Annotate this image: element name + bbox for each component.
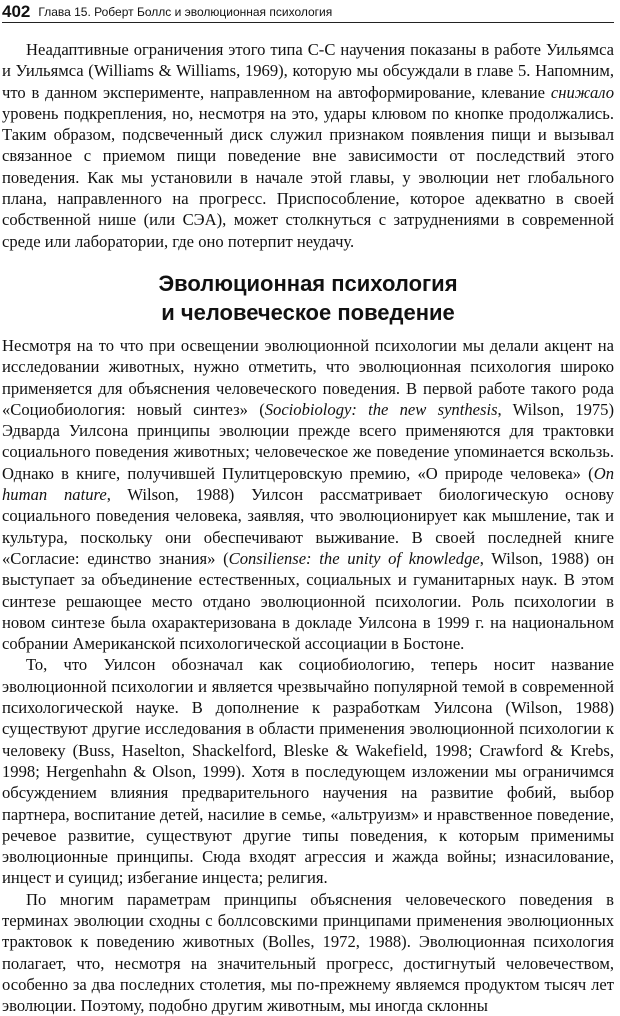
paragraph-1 xyxy=(2,39,614,252)
section-heading xyxy=(2,269,614,327)
paragraph-2-emphasis-1: Sociobiology: the new synthesis xyxy=(264,399,498,419)
paragraph-2-text-d: , Wilson, 1988) он выступает за объединение естественных, социальных и гуманитарных наук. В этом синтезе решающее место отдано эволюционной психологии. Роль психологии в новом синтезе была охарактеризована в докладе Уилсона в 1999 г. на национальном собрании Американской психологической ассоциации в Бостоне. xyxy=(2,548,615,654)
paragraph-2-emphasis-2: On human nature xyxy=(2,463,614,505)
running-header xyxy=(2,0,614,23)
paragraph-1-text-b: уровень подкрепления, но, несмотря на это, удары клювом по кнопке продолжались. Таким образом, подсвеченный диск служил признаком появления пищи и вызывал связанное с приемом пищи поведение вне зависимости от последствий этого поведения. Как мы установили в начале этой главы, у эволюции нет глобального плана, направленного на прогресс. Приспособление, которое адекватно в своей собственной нише (или СЭА), может столкнуться с затруднениями в современной среде или лаборатории, где оно потерпит неудачу. xyxy=(2,103,614,251)
paragraph-2 xyxy=(2,335,614,654)
paragraph-3: То, что Уилсон обозначал как социобиологию, теперь носит название эволюционной психологии и является чрезвычайно популярной темой в современной психологической науке. В дополнение к разработкам Уилсона (Wilson, 1988) существуют другие исследования в области применения эволюционной психологии к человеку (Buss, Haselton, Shackelford, Bleske & Wakefield, 1998; Crawford & Krebs, 1998; Hergenhahn & Olson, 1999). Хотя в последующем изложении мы ограничимся обсуждением влияния предварительного научения на развитие фобий, выбор партнера, воспитание детей, насилие в семье, «альтруизм» и нравственное поведение, речевое развитие, существуют другие типы поведения, к которым применимы эволюционные принципы. Сюда входят агрессия и жажда войны; изнасилование, инцест и суицид; избегание инцеста; религия. xyxy=(2,655,614,888)
section-heading-line-1: Эволюционная психология xyxy=(158,270,458,296)
paragraph-1-text-a: Неадаптивные ограничения этого типа С-С научения показаны в работе Уильямса и Уильямса (Williams & Williams, 1969), которую мы обсуждали в главе 5. Напомним, что в данном эксперименте, направленном на автоформирование, клевание xyxy=(2,40,614,102)
paragraph-2-text-a: Несмотря на то что при освещении эволюционной психологии мы делали акцент на исследовании животных, нужно отметить, что эволюционная психология широко применяется для объяснения человеческого поведения. В первой работе такого рода «Социобиология: новый синтез» ( xyxy=(2,335,614,419)
paragraph-1-emphasis: снижало xyxy=(550,82,614,102)
page-number: 402 xyxy=(2,2,31,21)
paragraph-4: По многим параметрам принципы объяснения человеческого поведения в терминах эволюции сходны с боллсовскими принципами применения эволюционных трактовок к поведению животных (Bolles, 1972, 1988). Эволюционная психология полагает, что, несмотря на значительный прогресс, достигнутый человечеством, особенно за два последних столетия, мы по-прежнему являемся продуктом тысяч лет эволюции. Поэтому, подобно другим животным, мы иногда склонны xyxy=(2,889,614,1016)
running-head-title: Глава 15. Роберт Боллс и эволюционная психология xyxy=(38,5,333,19)
paragraph-2-text-c: , Wilson, 1988) Уилсон рассматривает биологическую основу социального поведения человека, заявляя, что эволюционирует как мышление, так и культура, поскольку они обеспечивают выживание. В своей последней книге «Согласие: единство знания» ( xyxy=(2,485,614,568)
page-body xyxy=(2,39,614,1016)
paragraph-2-emphasis-3: Consiliense: the unity of knowledge xyxy=(228,548,480,568)
paragraph-2-text-b: , Wilson, 1975) Эдварда Уилсона принципы эволюции прежде всего применяются для трактовки социального поведения животных; человеческое же поведение упоминается вскользь. Однако в книге, получившей Пулитцеровскую премию, «О природе человека» ( xyxy=(2,399,614,483)
section-heading-line-2: и человеческое поведение xyxy=(161,299,455,325)
